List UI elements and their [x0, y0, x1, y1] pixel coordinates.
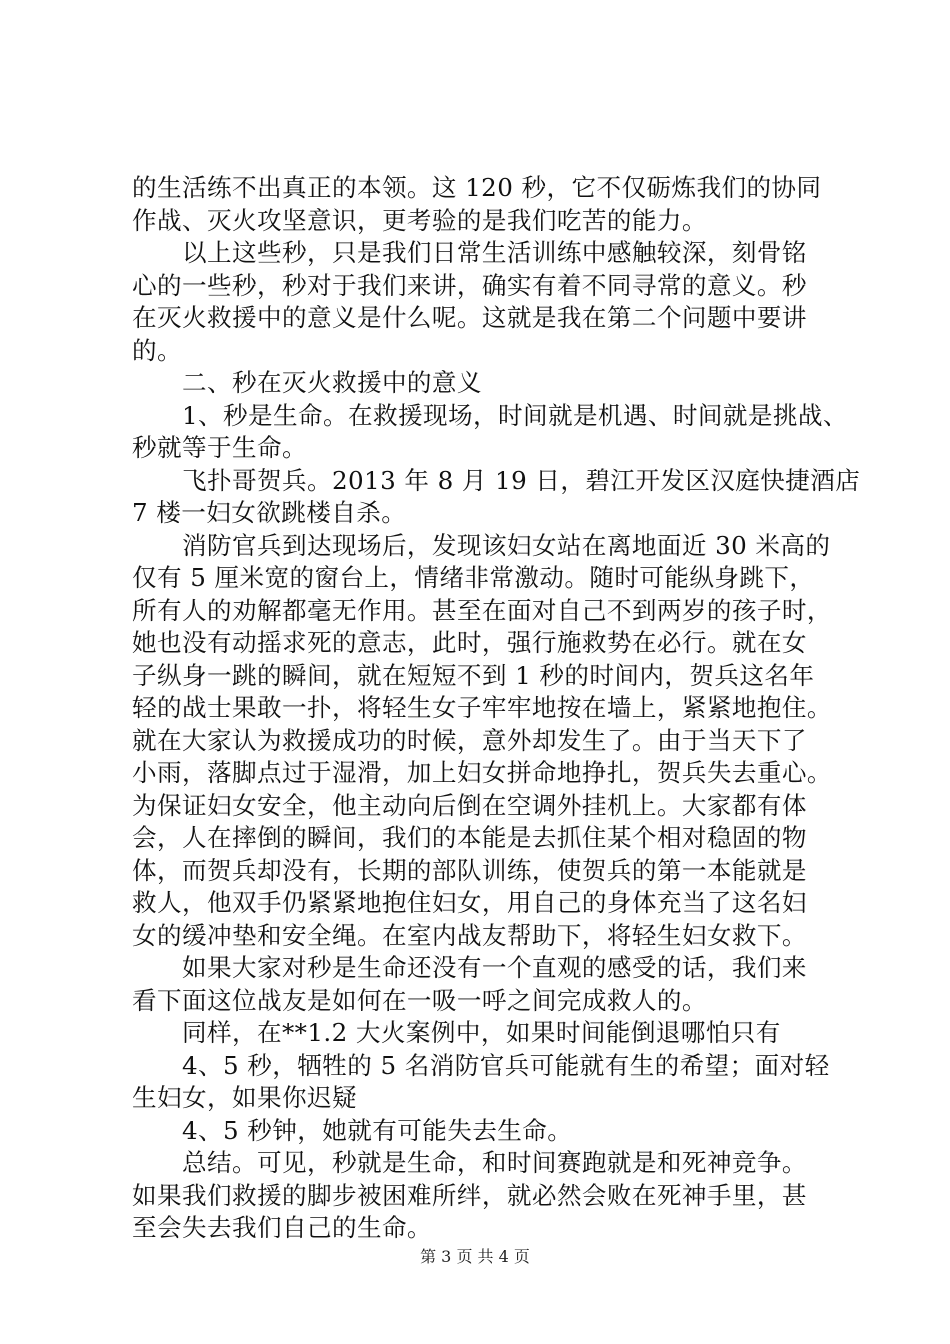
text-line: 会，人在摔倒的瞬间，我们的本能是去抓住某个相对稳固的物 [132, 823, 807, 852]
body-text [132, 172, 861, 1245]
text-line: 飞扑哥贺兵。2013 年 8 月 19 日，碧江开发区汉庭快捷酒店 [132, 465, 861, 495]
text-line: 救人，他双手仍紧紧地抱住妇女，用自己的身体充当了这名妇 [132, 888, 807, 917]
text-line: 如果我们救援的脚步被困难所绊，就必然会败在死神手里，甚 [132, 1180, 807, 1210]
text-line: 二、秒在灭火救援中的意义 [132, 368, 482, 397]
text-line: 至会失去我们自己的生命。 [132, 1213, 432, 1242]
text-line: 小雨，落脚点过于湿滑，加上妇女拼命地挣扎，贺兵失去重心。 [132, 758, 832, 787]
text-line: 1、秒是生命。在救援现场，时间就是机遇、时间就是挑战、 [132, 400, 848, 430]
text-line: 生妇女，如果你迟疑 [132, 1083, 357, 1112]
text-line: 仅有 5 厘米宽的窗台上，情绪非常激动。随时可能纵身跳下， [132, 563, 815, 592]
text-line: 作战、灭火攻坚意识，更考验的是我们吃苦的能力。 [132, 205, 707, 235]
text-line: 如果大家对秒是生命还没有一个直观的感受的话，我们来 [132, 953, 807, 982]
text-line: 以上这些秒，只是我们日常生活训练中感触较深，刻骨铭 [132, 238, 807, 267]
text-line: 为保证妇女安全，他主动向后倒在空调外挂机上。大家都有体 [132, 790, 807, 820]
text-line: 在灭火救援中的意义是什么呢。这就是我在第二个问题中要讲 [132, 303, 807, 332]
page-footer: 第 3 页 共 4 页 [420, 1247, 530, 1266]
text-line: 看下面这位战友是如何在一吸一呼之间完成救人的。 [132, 985, 707, 1015]
text-line: 秒就等于生命。 [132, 433, 307, 462]
text-line: 的。 [132, 335, 182, 365]
text-line: 女的缓冲垫和安全绳。在室内战友帮助下，将轻生妇女救下。 [132, 920, 807, 950]
text-line: 总结。可见，秒就是生命，和时间赛跑就是和死神竞争。 [132, 1148, 807, 1177]
text-line: 轻的战士果敢一扑，将轻生女子牢牢地按在墙上，紧紧地抱住。 [132, 693, 832, 722]
text-line: 的生活练不出真正的本领。这 120 秒，它不仅砺炼我们的协同 [132, 173, 822, 202]
text-line: 所有人的劝解都毫无作用。甚至在面对自己不到两岁的孩子时， [132, 595, 832, 625]
text-line: 消防官兵到达现场后，发现该妇女站在离地面近 30 米高的 [132, 530, 831, 560]
text-line: 子纵身一跳的瞬间，就在短短不到 1 秒的时间内，贺兵这名年 [132, 660, 815, 690]
text-line: 同样，在**1.2 大火案例中，如果时间能倒退哪怕只有 [132, 1018, 781, 1047]
text-line: 体，而贺兵却没有，长期的部队训练，使贺兵的第一本能就是 [132, 855, 807, 885]
text-line: 4、5 秒，牺牲的 5 名消防官兵可能就有生的希望；面对轻 [132, 1050, 830, 1080]
text-line: 7 楼一妇女欲跳楼自杀。 [132, 498, 407, 527]
text-line: 她也没有动摇求死的意志，此时，强行施救势在必行。就在女 [132, 628, 807, 657]
text-line: 心的一些秒，秒对于我们来讲，确实有着不同寻常的意义。秒 [132, 270, 807, 300]
text-line: 就在大家认为救援成功的时候，意外却发生了。由于当天下了 [132, 725, 807, 755]
text-line: 4、5 秒钟，她就有可能失去生命。 [132, 1115, 573, 1145]
